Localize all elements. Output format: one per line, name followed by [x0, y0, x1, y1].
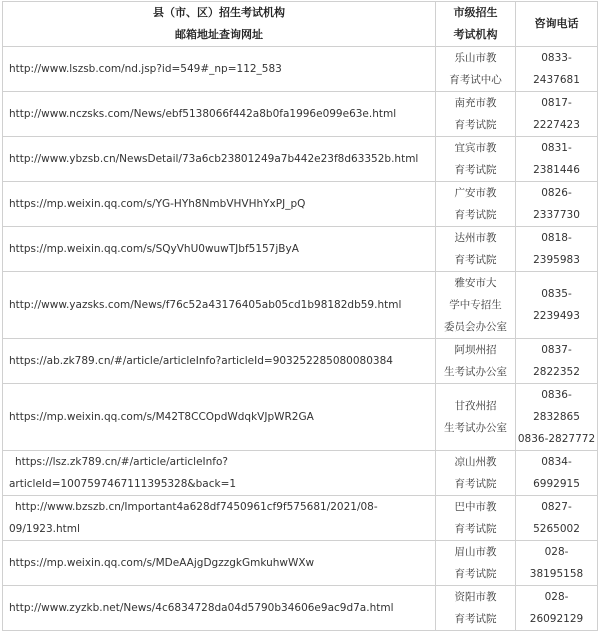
- phone-cell: 0837- 2822352: [516, 339, 598, 384]
- url-line1[interactable]: http://www.bzszb.cn/Important4a628df7450961cf9f575681/2021/08-: [15, 501, 378, 513]
- table-row: [3, 451, 598, 496]
- org-cell: 南充市教 育考试院: [436, 92, 516, 137]
- url-cell[interactable]: http://www.yazsks.com/News/f76c52a43176405ab05cd1b98182db59.html: [3, 272, 436, 339]
- table-row: [3, 339, 598, 384]
- phone-cell: 0834- 6992915: [516, 451, 598, 496]
- phone-cell: 0827- 5265002: [516, 496, 598, 541]
- table-row: [3, 47, 598, 92]
- org-cell: 乐山市教 育考试中心: [436, 47, 516, 92]
- table-row: [3, 182, 598, 227]
- header-row: [3, 2, 598, 47]
- phone-cell: 0833- 2437681: [516, 47, 598, 92]
- org-cell: 巴中市教 育考试院: [436, 496, 516, 541]
- url-cell[interactable]: https://mp.weixin.qq.com/s/MDeAAjgDgzzgkGmkuhwWXw: [3, 541, 436, 586]
- org-cell: 资阳市教 育考试院: [436, 586, 516, 631]
- table-row: [3, 496, 598, 541]
- org-cell: 阿坝州招 生考试办公室: [436, 339, 516, 384]
- exam-agency-table: [2, 1, 598, 631]
- url-cell[interactable]: https://mp.weixin.qq.com/s/M42T8CCOpdWdqkVJpWR2GA: [3, 384, 436, 451]
- header-phone-col: 咨询电话: [516, 2, 598, 47]
- url-line2[interactable]: articleId=1007597467111395328&back=1: [9, 478, 237, 490]
- url-cell[interactable]: http://www.nczsks.com/News/ebf5138066f442a8b0fa1996e099e63e.html: [3, 92, 436, 137]
- table-row: [3, 541, 598, 586]
- header-org-line1: 市级招生: [453, 6, 498, 19]
- table-row: [3, 384, 598, 451]
- url-cell[interactable]: http://www.lszsb.com/nd.jsp?id=549#_np=112_583: [3, 47, 436, 92]
- org-cell: 宜宾市教 育考试院: [436, 137, 516, 182]
- url-line2[interactable]: 09/1923.html: [9, 523, 80, 535]
- phone-cell: 0826- 2337730: [516, 182, 598, 227]
- org-cell: 眉山市教 育考试院: [436, 541, 516, 586]
- url-cell[interactable]: [3, 451, 436, 496]
- header-url-line1: 县（市、区）招生考试机构: [153, 6, 285, 19]
- header-org-col: [436, 2, 516, 47]
- phone-cell: 0817- 2227423: [516, 92, 598, 137]
- table-row: [3, 227, 598, 272]
- org-cell: 甘孜州招 生考试办公室: [436, 384, 516, 451]
- url-cell[interactable]: https://mp.weixin.qq.com/s/YG-HYh8NmbVHVHhYxPJ_pQ: [3, 182, 436, 227]
- phone-cell: 0836- 2832865 0836-2827772: [516, 384, 598, 451]
- org-cell: 广安市教 育考试院: [436, 182, 516, 227]
- table-row: [3, 137, 598, 182]
- header-url-col: [3, 2, 436, 47]
- header-org-line2: 考试机构: [453, 28, 498, 41]
- phone-cell: 0818- 2395983: [516, 227, 598, 272]
- org-cell: 雅安市大 学中专招生 委员会办公室: [436, 272, 516, 339]
- phone-cell: 028- 38195158: [516, 541, 598, 586]
- url-cell[interactable]: https://ab.zk789.cn/#/article/articleInfo?articleId=903252285080080384: [3, 339, 436, 384]
- table-row: [3, 272, 598, 339]
- url-cell[interactable]: [3, 496, 436, 541]
- url-cell[interactable]: https://mp.weixin.qq.com/s/SQyVhU0wuwTJbf5157jByA: [3, 227, 436, 272]
- org-cell: 达州市教 育考试院: [436, 227, 516, 272]
- phone-cell: 0835- 2239493: [516, 272, 598, 339]
- phone-cell: 028- 26092129: [516, 586, 598, 631]
- url-cell[interactable]: http://www.zyzkb.net/News/4c6834728da04d5790b34606e9ac9d7a.html: [3, 586, 436, 631]
- url-cell[interactable]: http://www.ybzsb.cn/NewsDetail/73a6cb23801249a7b442e23f8d63352b.html: [3, 137, 436, 182]
- header-url-line2: 邮箱地址查询网址: [175, 28, 263, 41]
- org-cell: 凉山州教 育考试院: [436, 451, 516, 496]
- url-line1[interactable]: https://lsz.zk789.cn/#/article/articleInfo?: [15, 456, 228, 468]
- table-row: [3, 92, 598, 137]
- phone-cell: 0831- 2381446: [516, 137, 598, 182]
- table-row: [3, 586, 598, 631]
